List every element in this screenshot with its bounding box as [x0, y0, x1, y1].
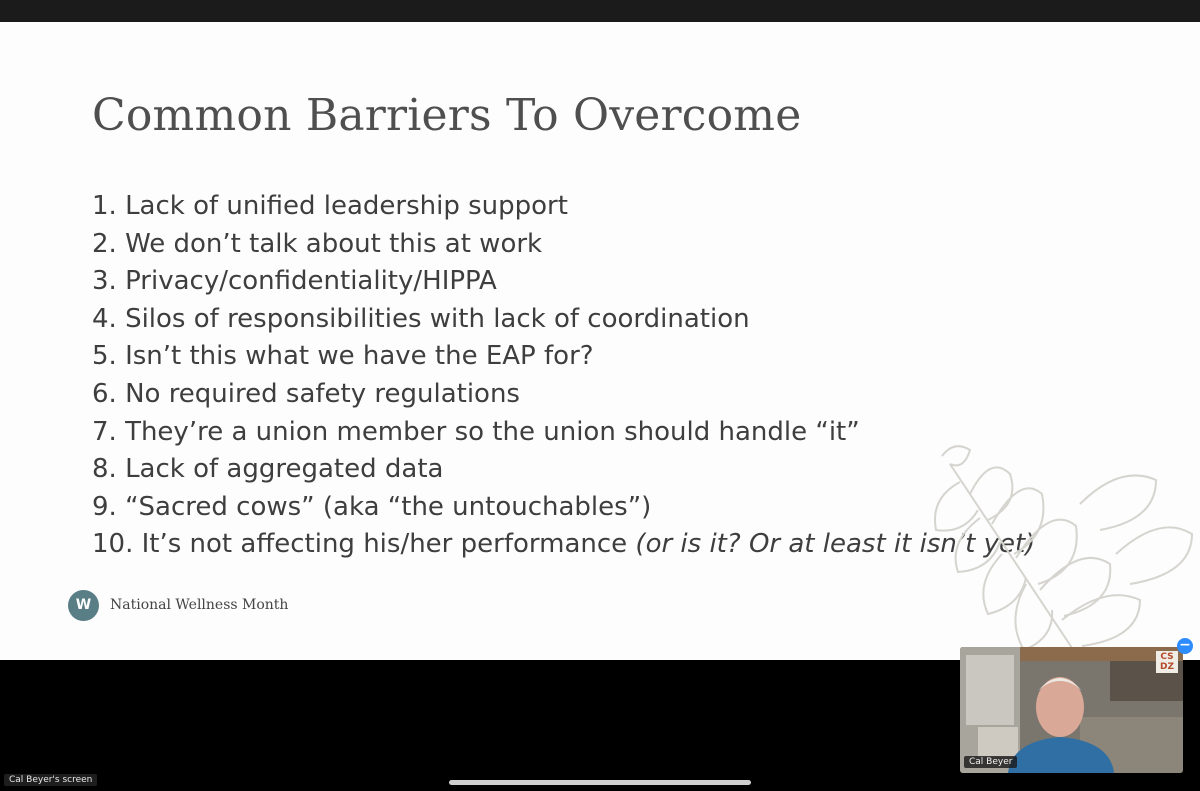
list-item-text: 10. It’s not affecting his/her performance [92, 529, 636, 560]
list-item-text: 4. Silos of responsibilities with lack of coordination [92, 303, 750, 334]
list-item-text: 5. Isn’t this what we have the EAP for? [92, 341, 594, 372]
minus-icon: − [1179, 637, 1191, 653]
list-item [92, 376, 1035, 414]
list-item-text: 8. Lack of aggregated data [92, 454, 444, 485]
participant-video-tile[interactable] [960, 647, 1183, 773]
sign-text: CS DZ [1160, 652, 1174, 672]
footer-text: National Wellness Month [110, 597, 289, 613]
top-bar [0, 0, 1200, 22]
list-item-text: 6. No required safety regulations [92, 378, 520, 409]
participant-video-frame [960, 647, 1183, 773]
barrier-list [92, 188, 1035, 564]
list-item-text: 9. “Sacred cows” (aka “the untouchables”) [92, 491, 652, 522]
list-item [92, 263, 1035, 301]
list-item-emphasis: (or is it? Or at least it isn’t yet) [635, 529, 1036, 560]
list-item [92, 226, 1035, 264]
list-item [92, 301, 1035, 339]
list-item [92, 338, 1035, 376]
list-item [92, 451, 1035, 489]
list-item [92, 526, 1035, 564]
leaf-illustration [930, 434, 1200, 660]
list-item [92, 489, 1035, 527]
list-item-text: 7. They’re a union member so the union should handle “it” [92, 416, 860, 447]
wellness-logo-icon: W [68, 590, 99, 621]
participant-name-tag: Cal Beyer [964, 756, 1017, 768]
list-item [92, 188, 1035, 226]
screen-share-label: Cal Beyer's screen [4, 774, 97, 786]
list-item-text: 1. Lack of unified leadership support [92, 191, 568, 221]
scroll-handle[interactable] [449, 780, 751, 785]
slide-title: Common Barriers To Overcome [92, 90, 802, 141]
list-item [92, 414, 1035, 452]
shared-slide [0, 22, 1200, 660]
list-item-text: 2. We don’t talk about this at work [92, 228, 543, 259]
collapse-video-button[interactable] [1177, 638, 1193, 654]
list-item-text: 3. Privacy/confidentiality/HIPPA [92, 266, 497, 297]
